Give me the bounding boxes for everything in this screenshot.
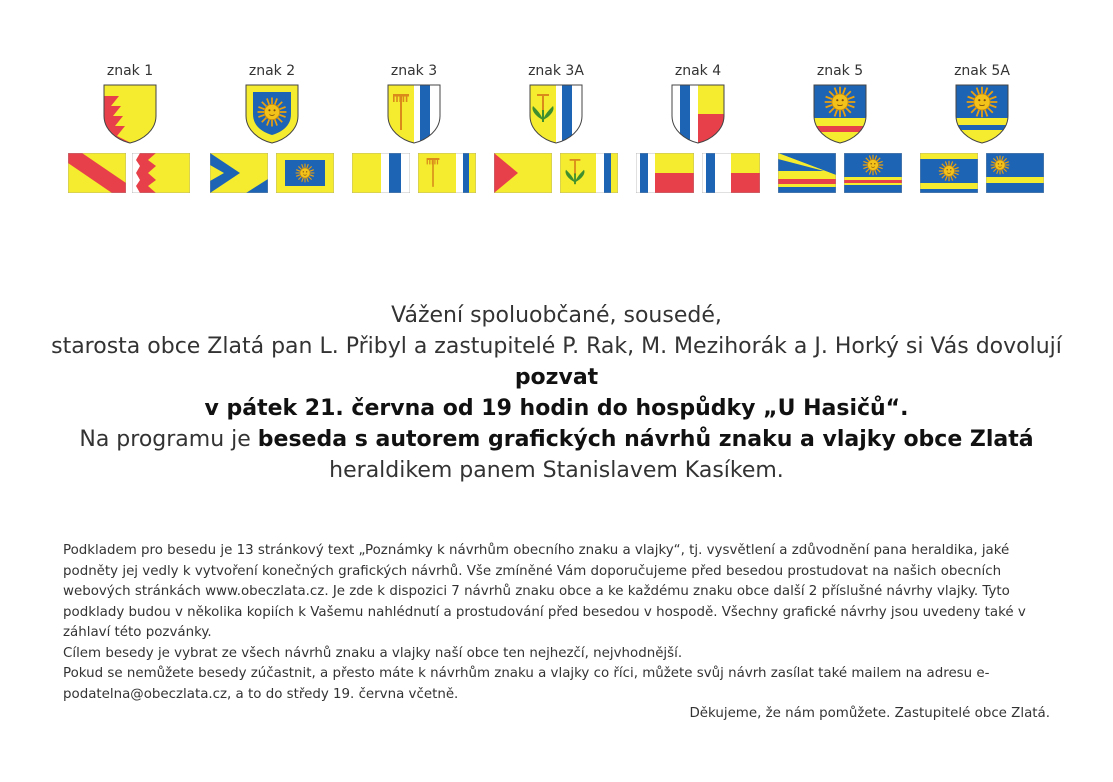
flag-3a-a xyxy=(494,153,552,193)
flag-2a xyxy=(210,153,268,193)
flag-4a xyxy=(636,153,694,193)
invitation-invite: pozvat xyxy=(514,365,599,390)
emblem-label: znak 1 xyxy=(106,63,154,79)
flag-5a xyxy=(778,153,836,193)
shield-icon xyxy=(671,84,725,144)
shield-icon xyxy=(529,84,583,144)
emblem-2 xyxy=(192,62,352,144)
emblem-label: znak 4 xyxy=(674,63,722,79)
shield-icon xyxy=(387,84,441,144)
emblem-3 xyxy=(334,62,494,144)
shield-icon xyxy=(813,84,867,144)
flag-2b xyxy=(276,153,334,193)
emblem-label: znak 3 xyxy=(390,63,438,79)
flag-5b xyxy=(844,153,902,193)
invitation-date: v pátek 21. června od 19 hodin do hospůdky „U Hasičů“. xyxy=(204,396,909,421)
emblem-label: znak 5A xyxy=(954,63,1010,79)
invitation-hosts: starosta obce Zlatá pan L. Přibyl a zastupitelé P. Rak, M. Mezihorák a J. Horký si Vás dovolují xyxy=(51,334,1062,359)
emblem-4 xyxy=(618,62,778,144)
info-paragraph: Pokud se nemůžete besedy zúčastnit, a přesto máte k návrhům znaku a vlajky co říci, můžete svůj návrh zasílat také mailem na adresu e-podatelna@obeczlata.cz, a to do středy 19. června včetně. xyxy=(63,666,990,702)
flag-5a-b xyxy=(986,153,1044,193)
emblem-label: znak 2 xyxy=(248,63,296,79)
shield-icon xyxy=(955,84,1009,144)
emblem-5a xyxy=(902,62,1062,144)
flag-3b xyxy=(418,153,476,193)
shield-icon xyxy=(103,84,157,144)
emblem-3a xyxy=(476,62,636,144)
info-text xyxy=(63,541,1053,705)
invitation-guest: heraldikem panem Stanislavem Kasíkem. xyxy=(329,458,784,483)
info-paragraph: Podkladem pro besedu je 13 stránkový text „Poznámky k návrhům obecního znaku a vlajky“, tj. vysvětlení a zdůvodnění pana heraldika, jaké podněty jej vedly k vytvoření konečných grafických návrhů. Vše zmíněné Vám doporučujeme před besedou prostudovat na našich obecních webových stránkách www.obeczlata.cz. Je zde k dispozici 7 návrhů znaku obce a ke každému znaku obce další 2 příslušné návrhy vlajky. Tyto podklady budou v několika kopiích k Vašemu nahlédnutí a prostudování před besedou v hospodě. Všechny grafické návrhy jsou uvedeny také v záhlaví této pozvánky. xyxy=(63,543,1026,640)
shield-icon xyxy=(245,84,299,144)
flag-5a-a xyxy=(920,153,978,193)
flag-4b xyxy=(702,153,760,193)
greeting: Vážení spoluobčané, sousedé, xyxy=(391,303,722,328)
invitation xyxy=(0,300,1113,486)
info-paragraph: Cílem besedy je vybrat ze všech návrhů znaku a vlajky naší obce ten nejhezčí, nejvhodnější. xyxy=(63,645,683,661)
emblem-label: znak 3A xyxy=(528,63,584,79)
emblem-1 xyxy=(50,62,210,144)
emblem-5 xyxy=(760,62,920,144)
invitation-program: Na programu je beseda s autorem grafických návrhů znaku a vlajky obce Zlatá xyxy=(79,427,1034,452)
emblem-label: znak 5 xyxy=(816,63,864,79)
flag-3a-b xyxy=(560,153,618,193)
flag-1b xyxy=(132,153,190,193)
thanks-signature: Děkujeme, že nám pomůžete. Zastupitelé obce Zlatá. xyxy=(689,706,1050,721)
flag-3a xyxy=(352,153,410,193)
flag-1a xyxy=(68,153,126,193)
